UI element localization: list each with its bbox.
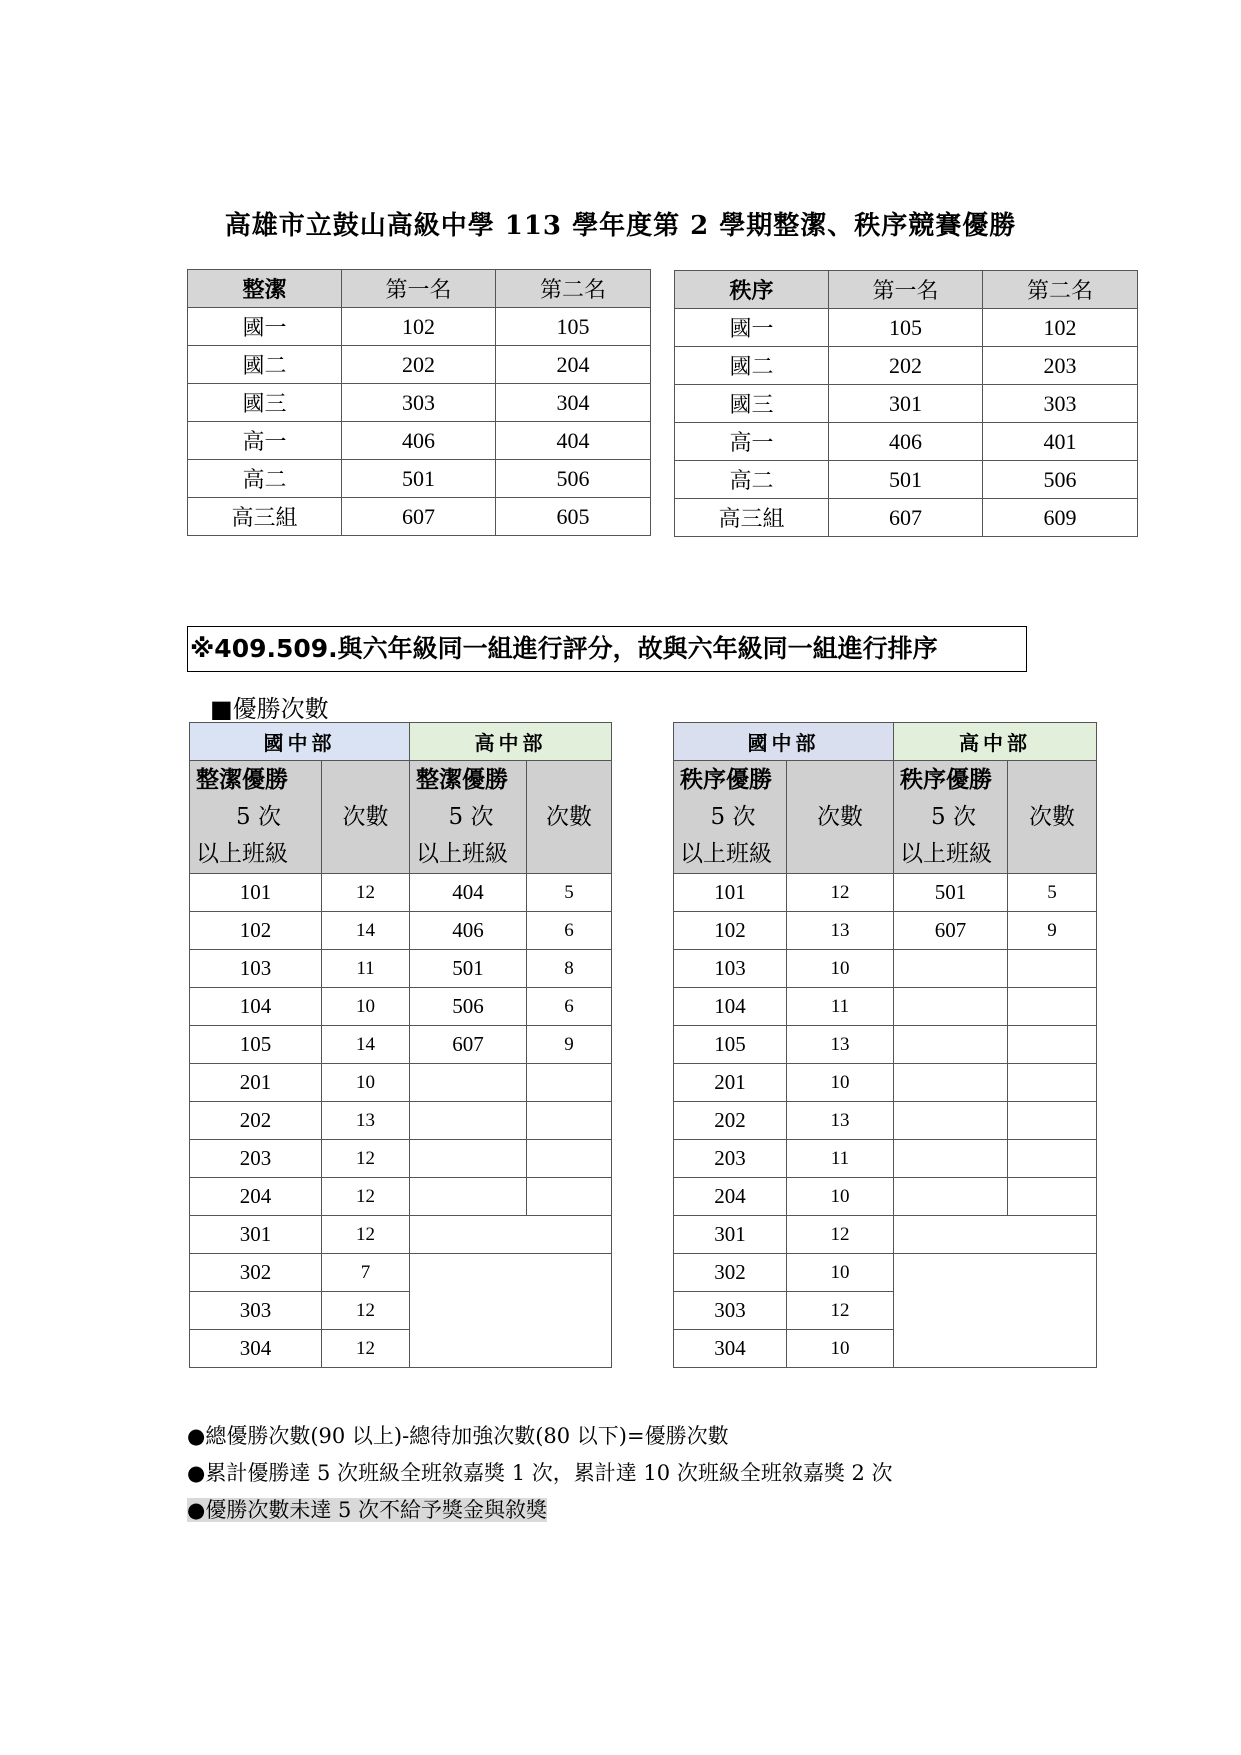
- table-row: [675, 385, 1138, 423]
- table-row: [188, 346, 651, 384]
- empty-cell: [1008, 1178, 1097, 1216]
- empty-cell: [410, 1178, 527, 1216]
- class-cell: 301: [190, 1216, 322, 1254]
- second-place-cell: 506: [496, 460, 651, 498]
- class-cell: 302: [674, 1254, 787, 1292]
- class-cell: 304: [674, 1330, 787, 1368]
- count-cell: 13: [787, 1026, 894, 1064]
- header-line: 以上班級: [900, 841, 992, 867]
- empty-cell: [1008, 988, 1097, 1026]
- table-row: [674, 1102, 1097, 1140]
- table-row: [188, 422, 651, 460]
- empty-cell: [894, 1064, 1008, 1102]
- second-place-cell: 203: [983, 347, 1138, 385]
- count-cell: 6: [527, 988, 612, 1026]
- grade-cell: 國一: [675, 309, 829, 347]
- first-place-cell: 105: [829, 309, 983, 347]
- header-line: 以上班級: [680, 841, 772, 867]
- count-cell: 14: [322, 1026, 410, 1064]
- class-cell: 103: [674, 950, 787, 988]
- table-row: [674, 1064, 1097, 1102]
- header-cell: 第二名: [983, 271, 1138, 309]
- table-row: [190, 1140, 612, 1178]
- count-cell: 7: [322, 1254, 410, 1292]
- count-cell: 10: [787, 950, 894, 988]
- empty-cell: [1008, 1026, 1097, 1064]
- class-cell: 501: [410, 950, 527, 988]
- second-place-cell: 609: [983, 499, 1138, 537]
- count-cell: 5: [527, 874, 612, 912]
- grade-cell: 高二: [675, 461, 829, 499]
- empty-cell: [894, 1254, 1097, 1368]
- grade-cell: 國一: [188, 308, 342, 346]
- class-cell: 607: [410, 1026, 527, 1064]
- empty-cell: [410, 1254, 612, 1368]
- header-cell: 第二名: [496, 270, 651, 308]
- header-title: 秩序優勝: [680, 766, 772, 793]
- count-cell: 9: [527, 1026, 612, 1064]
- table-row: [674, 1140, 1097, 1178]
- class-cell: 202: [674, 1102, 787, 1140]
- table-row: [190, 950, 612, 988]
- class-cell: 102: [190, 912, 322, 950]
- header-title: 整潔優勝: [196, 766, 288, 793]
- header-line: 5 次: [448, 804, 494, 830]
- class-cell: 102: [674, 912, 787, 950]
- table-row: [675, 309, 1138, 347]
- senior-count-header: 次數: [527, 761, 612, 874]
- class-cell: 501: [894, 874, 1008, 912]
- count-cell: 12: [787, 1292, 894, 1330]
- second-place-cell: 304: [496, 384, 651, 422]
- count-cell: 9: [1008, 912, 1097, 950]
- class-cell: 201: [190, 1064, 322, 1102]
- count-cell: 11: [787, 1140, 894, 1178]
- second-place-cell: 506: [983, 461, 1138, 499]
- count-cell: 12: [322, 874, 410, 912]
- header-line: 以上班級: [416, 841, 508, 867]
- empty-cell: [527, 1064, 612, 1102]
- table-row: [674, 950, 1097, 988]
- count-cell: 10: [322, 1064, 410, 1102]
- class-cell: 304: [190, 1330, 322, 1368]
- second-place-cell: 303: [983, 385, 1138, 423]
- header-cell: 第一名: [829, 271, 983, 309]
- first-place-cell: 607: [342, 498, 496, 536]
- count-cell: 12: [322, 1292, 410, 1330]
- empty-cell: [410, 1140, 527, 1178]
- rule-item: ●累計優勝達 5 次班級全班敘嘉獎 1 次，累計達 10 次班級全班敘嘉獎 2 次: [187, 1461, 893, 1485]
- first-place-cell: 607: [829, 499, 983, 537]
- page-title: 高雄市立鼓山高級中學 113 學年度第 2 學期整潔、秩序競賽優勝: [224, 211, 1017, 241]
- empty-cell: [1008, 1140, 1097, 1178]
- empty-cell: [527, 1140, 612, 1178]
- class-cell: 302: [190, 1254, 322, 1292]
- first-place-cell: 501: [342, 460, 496, 498]
- grade-cell: 國三: [675, 385, 829, 423]
- empty-cell: [894, 1026, 1008, 1064]
- class-cell: 201: [674, 1064, 787, 1102]
- empty-cell: [894, 988, 1008, 1026]
- table-row: [675, 461, 1138, 499]
- first-place-cell: 406: [342, 422, 496, 460]
- count-cell: 12: [787, 874, 894, 912]
- table-row: [190, 1254, 612, 1292]
- class-cell: 101: [190, 874, 322, 912]
- empty-cell: [894, 1216, 1097, 1254]
- junior-group-header: 國中部: [190, 723, 410, 761]
- count-cell: 12: [322, 1330, 410, 1368]
- junior-class-header: [674, 761, 787, 874]
- count-cell: 10: [787, 1330, 894, 1368]
- first-place-cell: 301: [829, 385, 983, 423]
- second-place-cell: 401: [983, 423, 1138, 461]
- empty-cell: [410, 1102, 527, 1140]
- table-row: [190, 1026, 612, 1064]
- grade-cell: 國二: [188, 346, 342, 384]
- grade-cell: 高一: [675, 423, 829, 461]
- clean-ranking-table: [187, 269, 651, 536]
- class-cell: 406: [410, 912, 527, 950]
- class-cell: 104: [674, 988, 787, 1026]
- count-cell: 5: [1008, 874, 1097, 912]
- empty-cell: [1008, 950, 1097, 988]
- count-cell: 12: [787, 1216, 894, 1254]
- table-row: [674, 1026, 1097, 1064]
- table-header-row: [675, 271, 1138, 309]
- table-row: [674, 912, 1097, 950]
- junior-count-header: 次數: [787, 761, 894, 874]
- empty-cell: [1008, 1102, 1097, 1140]
- count-cell: 10: [322, 988, 410, 1026]
- class-cell: 203: [190, 1140, 322, 1178]
- empty-cell: [894, 1140, 1008, 1178]
- second-place-cell: 204: [496, 346, 651, 384]
- header-title: 整潔優勝: [416, 766, 508, 793]
- rule-item: ●總優勝次數(90 以上)-總待加強次數(80 以下)=優勝次數: [187, 1424, 729, 1448]
- column-header-row: [190, 761, 612, 874]
- table-row: [675, 499, 1138, 537]
- first-place-cell: 202: [342, 346, 496, 384]
- senior-group-header: 高中部: [894, 723, 1097, 761]
- second-place-cell: 105: [496, 308, 651, 346]
- count-cell: 11: [322, 950, 410, 988]
- table-row: [190, 1102, 612, 1140]
- table-row: [190, 1178, 612, 1216]
- header-cell: 整潔: [188, 270, 342, 308]
- count-cell: 14: [322, 912, 410, 950]
- header-line: 5 次: [931, 804, 976, 830]
- count-cell: 12: [322, 1178, 410, 1216]
- clean-wins-table: [189, 722, 612, 1368]
- order-wins-table: [673, 722, 1097, 1368]
- group-header-row: [674, 723, 1097, 761]
- class-cell: 607: [894, 912, 1008, 950]
- class-cell: 105: [674, 1026, 787, 1064]
- second-place-cell: 605: [496, 498, 651, 536]
- empty-cell: [527, 1102, 612, 1140]
- table-row: [190, 1064, 612, 1102]
- table-row: [190, 988, 612, 1026]
- count-cell: 10: [787, 1254, 894, 1292]
- first-place-cell: 303: [342, 384, 496, 422]
- table-row: [190, 874, 612, 912]
- class-cell: 506: [410, 988, 527, 1026]
- second-place-cell: 404: [496, 422, 651, 460]
- class-cell: 204: [190, 1178, 322, 1216]
- table-header-row: [188, 270, 651, 308]
- class-cell: 202: [190, 1102, 322, 1140]
- class-cell: 104: [190, 988, 322, 1026]
- junior-class-header: [190, 761, 322, 874]
- class-cell: 103: [190, 950, 322, 988]
- table-row: [190, 912, 612, 950]
- count-cell: 6: [527, 912, 612, 950]
- wins-count-heading: ■優勝次數: [210, 695, 329, 723]
- first-place-cell: 102: [342, 308, 496, 346]
- empty-cell: [410, 1064, 527, 1102]
- count-cell: 13: [787, 912, 894, 950]
- senior-count-header: 次數: [1008, 761, 1097, 874]
- rule-item: [187, 1492, 893, 1529]
- first-place-cell: 406: [829, 423, 983, 461]
- class-cell: 101: [674, 874, 787, 912]
- empty-cell: [410, 1216, 612, 1254]
- header-line: 5 次: [236, 804, 281, 830]
- table-row: [188, 308, 651, 346]
- class-cell: 303: [674, 1292, 787, 1330]
- table-row: [674, 1254, 1097, 1292]
- table-row: [674, 1178, 1097, 1216]
- count-cell: 11: [787, 988, 894, 1026]
- count-cell: 13: [322, 1102, 410, 1140]
- header-cell: 秩序: [675, 271, 829, 309]
- empty-cell: [894, 1178, 1008, 1216]
- senior-group-header: 高中部: [410, 723, 612, 761]
- class-cell: 303: [190, 1292, 322, 1330]
- column-header-row: [674, 761, 1097, 874]
- table-row: [188, 460, 651, 498]
- table-row: [188, 498, 651, 536]
- table-row: [674, 988, 1097, 1026]
- empty-cell: [894, 1102, 1008, 1140]
- table-row: [675, 347, 1138, 385]
- grade-cell: 國二: [675, 347, 829, 385]
- rules-list: [187, 1418, 893, 1529]
- first-place-cell: 202: [829, 347, 983, 385]
- table-row: [675, 423, 1138, 461]
- order-ranking-table: [674, 270, 1138, 537]
- class-cell: 105: [190, 1026, 322, 1064]
- group-header-row: [190, 723, 612, 761]
- empty-cell: [894, 950, 1008, 988]
- count-cell: 12: [322, 1216, 410, 1254]
- senior-class-header: [894, 761, 1008, 874]
- grade-cell: 國三: [188, 384, 342, 422]
- highlighted-rule: ●優勝次數未達 5 次不給予獎金與敘獎: [187, 1498, 548, 1522]
- header-line: 5 次: [710, 804, 756, 830]
- count-cell: 13: [787, 1102, 894, 1140]
- class-cell: 203: [674, 1140, 787, 1178]
- header-cell: 第一名: [342, 270, 496, 308]
- table-row: [674, 1216, 1097, 1254]
- header-line: 以上班級: [196, 841, 288, 867]
- count-cell: 10: [787, 1064, 894, 1102]
- grade-cell: 高二: [188, 460, 342, 498]
- count-cell: 12: [322, 1140, 410, 1178]
- header-title: 秩序優勝: [900, 766, 992, 793]
- empty-cell: [1008, 1064, 1097, 1102]
- class-cell: 204: [674, 1178, 787, 1216]
- grade-cell: 高一: [188, 422, 342, 460]
- empty-cell: [527, 1178, 612, 1216]
- table-row: [188, 384, 651, 422]
- first-place-cell: 501: [829, 461, 983, 499]
- junior-count-header: 次數: [322, 761, 410, 874]
- junior-group-header: 國中部: [674, 723, 894, 761]
- grouping-note: ※409.509.與六年級同一組進行評分，故與六年級同一組進行排序: [187, 626, 1027, 672]
- senior-class-header: [410, 761, 527, 874]
- class-cell: 404: [410, 874, 527, 912]
- grade-cell: 高三組: [188, 498, 342, 536]
- class-cell: 301: [674, 1216, 787, 1254]
- table-row: [674, 874, 1097, 912]
- second-place-cell: 102: [983, 309, 1138, 347]
- table-row: [190, 1216, 612, 1254]
- count-cell: 8: [527, 950, 612, 988]
- grade-cell: 高三組: [675, 499, 829, 537]
- count-cell: 10: [787, 1178, 894, 1216]
